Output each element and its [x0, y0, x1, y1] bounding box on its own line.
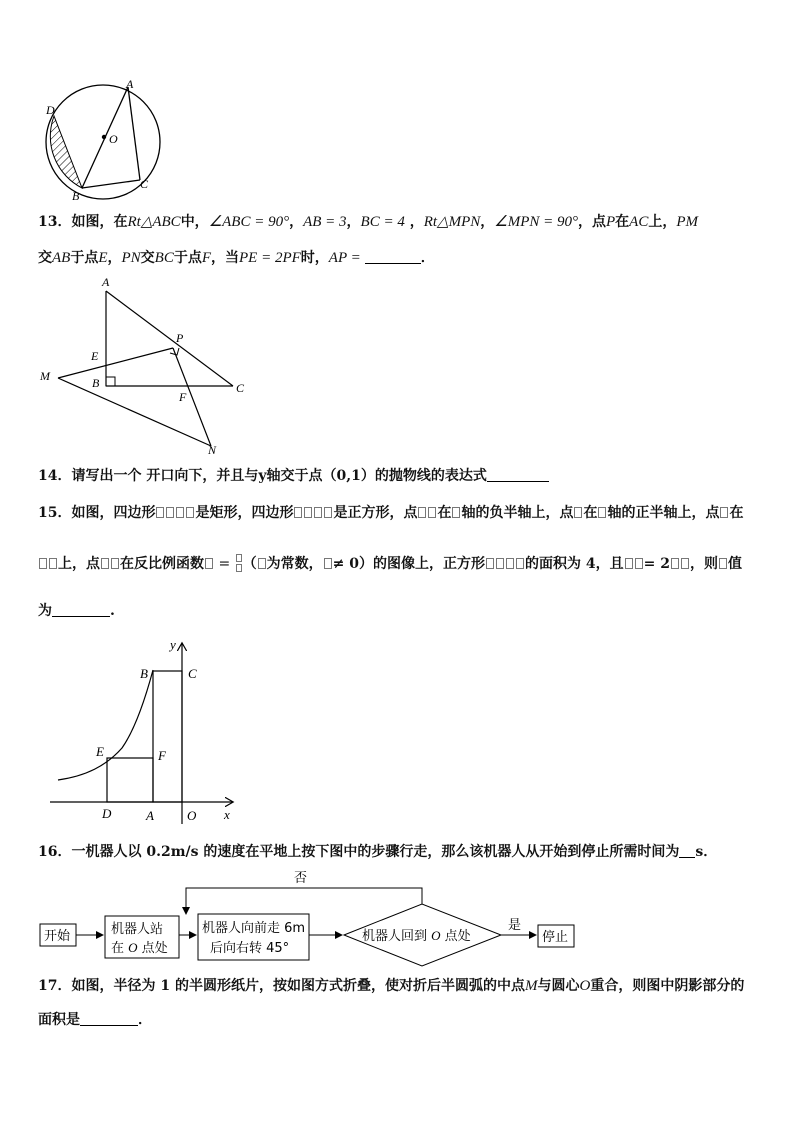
q17-line1: 17．如图，半径为 1 的半圆形纸片，按如图方式折叠，使对折后半圆弧的中点M与圆心O重合，则图中阴影部分的 [38, 978, 745, 994]
label-O: O [187, 808, 197, 823]
q15-line1: 15．如图，四边形 是矩形，四边形 是正方形，点 在 轴的负半轴上，点 在 轴的正半轴上，点 在 [38, 505, 744, 521]
start-label: 开始 [44, 929, 71, 944]
label-F: F [179, 390, 187, 404]
label-x: x [224, 807, 230, 822]
yes-label: 是 [508, 918, 522, 933]
q16: 16．一机器人以 0.2m/s 的速度在平地上按下图中的步骤行走，那么该机器人从开始到停止所需时间为 s． [38, 844, 718, 860]
answer-blank[interactable] [52, 602, 110, 617]
svg-text:在 O 点处: 在 O 点处 [111, 940, 168, 956]
label-B: B [92, 376, 100, 390]
label-A: A [146, 808, 154, 823]
label-D: D [46, 103, 55, 117]
label-M: M [40, 369, 50, 383]
q17-line2: 面积是 ． [38, 1012, 152, 1028]
answer-blank[interactable] [365, 249, 421, 264]
stop-label: 停止 [542, 930, 569, 945]
label-y: y [170, 637, 176, 652]
label-E: E [91, 349, 99, 363]
label-A: A [102, 275, 110, 289]
shaded-segment [50, 116, 82, 188]
figure-circle [40, 72, 170, 202]
q14: 14．请写出一个 开口向下，并且与y轴交于点（0,1）的抛物线的表达式 [38, 466, 549, 486]
label-C: C [140, 177, 149, 191]
answer-blank[interactable] [487, 467, 549, 482]
box2-line2: 后向右转 45° [210, 941, 290, 956]
q13-line2: 交AB于点E，PN交BC于点F，当PE = 2PF时，AP = ． [38, 250, 435, 266]
label-O: O [109, 132, 118, 146]
label-C: C [188, 666, 197, 681]
rectangle-ABCO [153, 671, 182, 802]
label-N: N [208, 443, 217, 457]
box1-line1: 机器人站 [111, 922, 164, 937]
label-P: P [176, 331, 184, 345]
svg-text:机器人回到 O 点处: 机器人回到 O 点处 [362, 928, 471, 944]
label-B: B [72, 189, 80, 202]
figure-hyperbola [46, 636, 246, 832]
label-A: A [126, 77, 134, 91]
label-E: E [96, 744, 104, 759]
box2-line1: 机器人向前走 6m [202, 921, 306, 936]
label-D: D [102, 806, 112, 821]
q15-line3: 为 . [38, 603, 115, 619]
label-B: B [140, 666, 148, 681]
hyperbola-curve [58, 670, 153, 780]
answer-blank[interactable] [80, 1011, 138, 1026]
answer-blank[interactable] [679, 843, 695, 858]
no-label: 否 [294, 871, 308, 886]
label-C: C [236, 381, 245, 395]
q13-line1: 13．如图，在Rt△ABC中，∠ABC = 90°，AB = 3，BC = 4 ，Rt△MPN，∠MPN = 90°，点P在AC上，PM [38, 214, 698, 230]
label-F: F [158, 748, 166, 763]
q15-line2: 上，点 在反比例函数 = （ 为常数， ≠ 0）的图像上，正方形 的面积为 4，且 = 2 ，则 值 [38, 554, 742, 574]
square-DAFE [107, 758, 153, 802]
flowchart [36, 866, 596, 970]
figure-triangles [36, 274, 256, 458]
